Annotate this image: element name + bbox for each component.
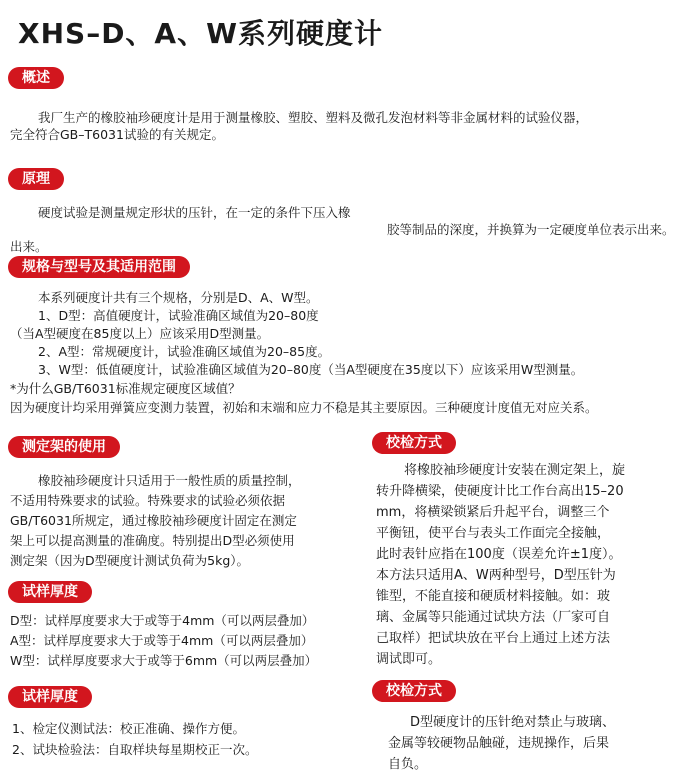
stand-line-4: 架上可以提高测量的准确度。特别提出D型必须使用 bbox=[10, 533, 295, 548]
specs-line-6: *为什么GB/T6031标准规定硬度区域值？ bbox=[10, 381, 241, 396]
calibration-line-8: 璃、金属等只能通过试块方法（厂家可自 bbox=[376, 610, 611, 625]
calibration2-heading-badge: 校检方式 bbox=[372, 680, 456, 702]
calibration2-line-3: 自负。 bbox=[388, 757, 428, 772]
stand-line-5: 测定架（因为D型硬度计测试负荷为5kg）。 bbox=[10, 553, 250, 568]
calibration2-line-2: 金属等较硬物品触碰，违规操作，后果 bbox=[388, 736, 610, 751]
calibration-line-9: 己取样）把试块放在平台上通过上述方法 bbox=[376, 631, 611, 646]
specs-line-4: 2、A型：常规硬度计，试验准确区域值为20–85度。 bbox=[38, 344, 331, 359]
page-title: XHS–D、A、W系列硬度计 bbox=[18, 17, 383, 50]
principle-line-1: 硬度试验是测量规定形状的压针，在一定的条件下压入橡 bbox=[38, 205, 351, 220]
thickness-heading-badge: 试样厚度 bbox=[8, 581, 92, 603]
thickness2-heading-badge: 试样厚度 bbox=[8, 686, 92, 708]
principle-heading-badge: 原理 bbox=[8, 168, 64, 190]
calibration-line-3: mm，将横梁锁紧后升起平台，调整三个 bbox=[376, 505, 610, 520]
thickness2-line-2: 2、试块检验法：自取样块每星期校正一次。 bbox=[12, 742, 258, 757]
principle-line-2: 胶等制品的深度，并换算为一定硬度单位表示出来。 bbox=[387, 222, 675, 237]
overview-line-1: 我厂生产的橡胶袖珍硬度计是用于测量橡胶、塑胶、塑料及微孔发泡材料等非金属材料的试验仪器， bbox=[38, 110, 589, 125]
specs-heading-badge: 规格与型号及其适用范围 bbox=[8, 256, 190, 278]
stand-heading-badge: 测定架的使用 bbox=[8, 436, 120, 458]
calibration-line-4: 平衡钮，使平台与表头工作面完全接触， bbox=[376, 526, 611, 541]
calibration-line-1: 将橡胶袖珍硬度计安装在测定架上，旋 bbox=[404, 463, 626, 478]
overview-line-2: 完全符合GB–T6031试验的有关规定。 bbox=[10, 127, 224, 142]
specs-line-3: （当A型硬度在85度以上）应该采用D型测量。 bbox=[10, 326, 270, 341]
calibration-line-5: 此时表针应指在100度（误差允许±1度）。 bbox=[376, 547, 622, 562]
principle-line-3: 出来。 bbox=[10, 239, 48, 254]
stand-line-1: 橡胶袖珍硬度计只适用于一般性质的质量控制， bbox=[38, 473, 301, 488]
thickness-line-d: D型：试样厚度要求大于或等于4mm（可以两层叠加） bbox=[10, 613, 315, 628]
specs-line-7: 因为硬度计均采用弹簧应变测力装置，初始和末端和应力不稳是其主要原因。三种硬度计度值无对应关系。 bbox=[10, 400, 598, 415]
thickness-line-w: W型：试样厚度要求大于或等于6mm（可以两层叠加） bbox=[10, 653, 318, 668]
specs-line-2: 1、D型：高值硬度计，试验准确区域值为20–80度 bbox=[38, 308, 319, 323]
calibration-heading-badge: 校检方式 bbox=[372, 432, 456, 454]
specs-line-1: 本系列硬度计共有三个规格，分别是D、A、W型。 bbox=[38, 290, 319, 305]
calibration-line-10: 调试即可。 bbox=[376, 652, 442, 667]
stand-line-2: 不适用特殊要求的试验。特殊要求的试验必须依据 bbox=[10, 493, 286, 508]
overview-heading-badge: 概述 bbox=[8, 67, 64, 89]
calibration2-line-1: D型硬度计的压针绝对禁止与玻璃、 bbox=[410, 715, 616, 730]
specs-line-5: 3、W型：低值硬度计，试验准确区域值为20–80度（当A型硬度在35度以下）应该采用W型测量。 bbox=[38, 362, 584, 377]
thickness-line-a: A型：试样厚度要求大于或等于4mm（可以两层叠加） bbox=[10, 633, 314, 648]
calibration-line-6: 本方法只适用A、W两种型号，D型压针为 bbox=[376, 568, 616, 583]
thickness2-line-1: 1、检定仪测试法：校正准确、操作方便。 bbox=[12, 721, 245, 736]
calibration-line-7: 锥型，不能直接和硬质材料接触。如：玻 bbox=[376, 589, 611, 604]
calibration-line-2: 转升降横梁，使硬度计比工作台高出15–20 bbox=[376, 484, 624, 499]
stand-line-3: GB/T6031所规定，通过橡胶袖珍硬度计固定在测定 bbox=[10, 513, 297, 528]
